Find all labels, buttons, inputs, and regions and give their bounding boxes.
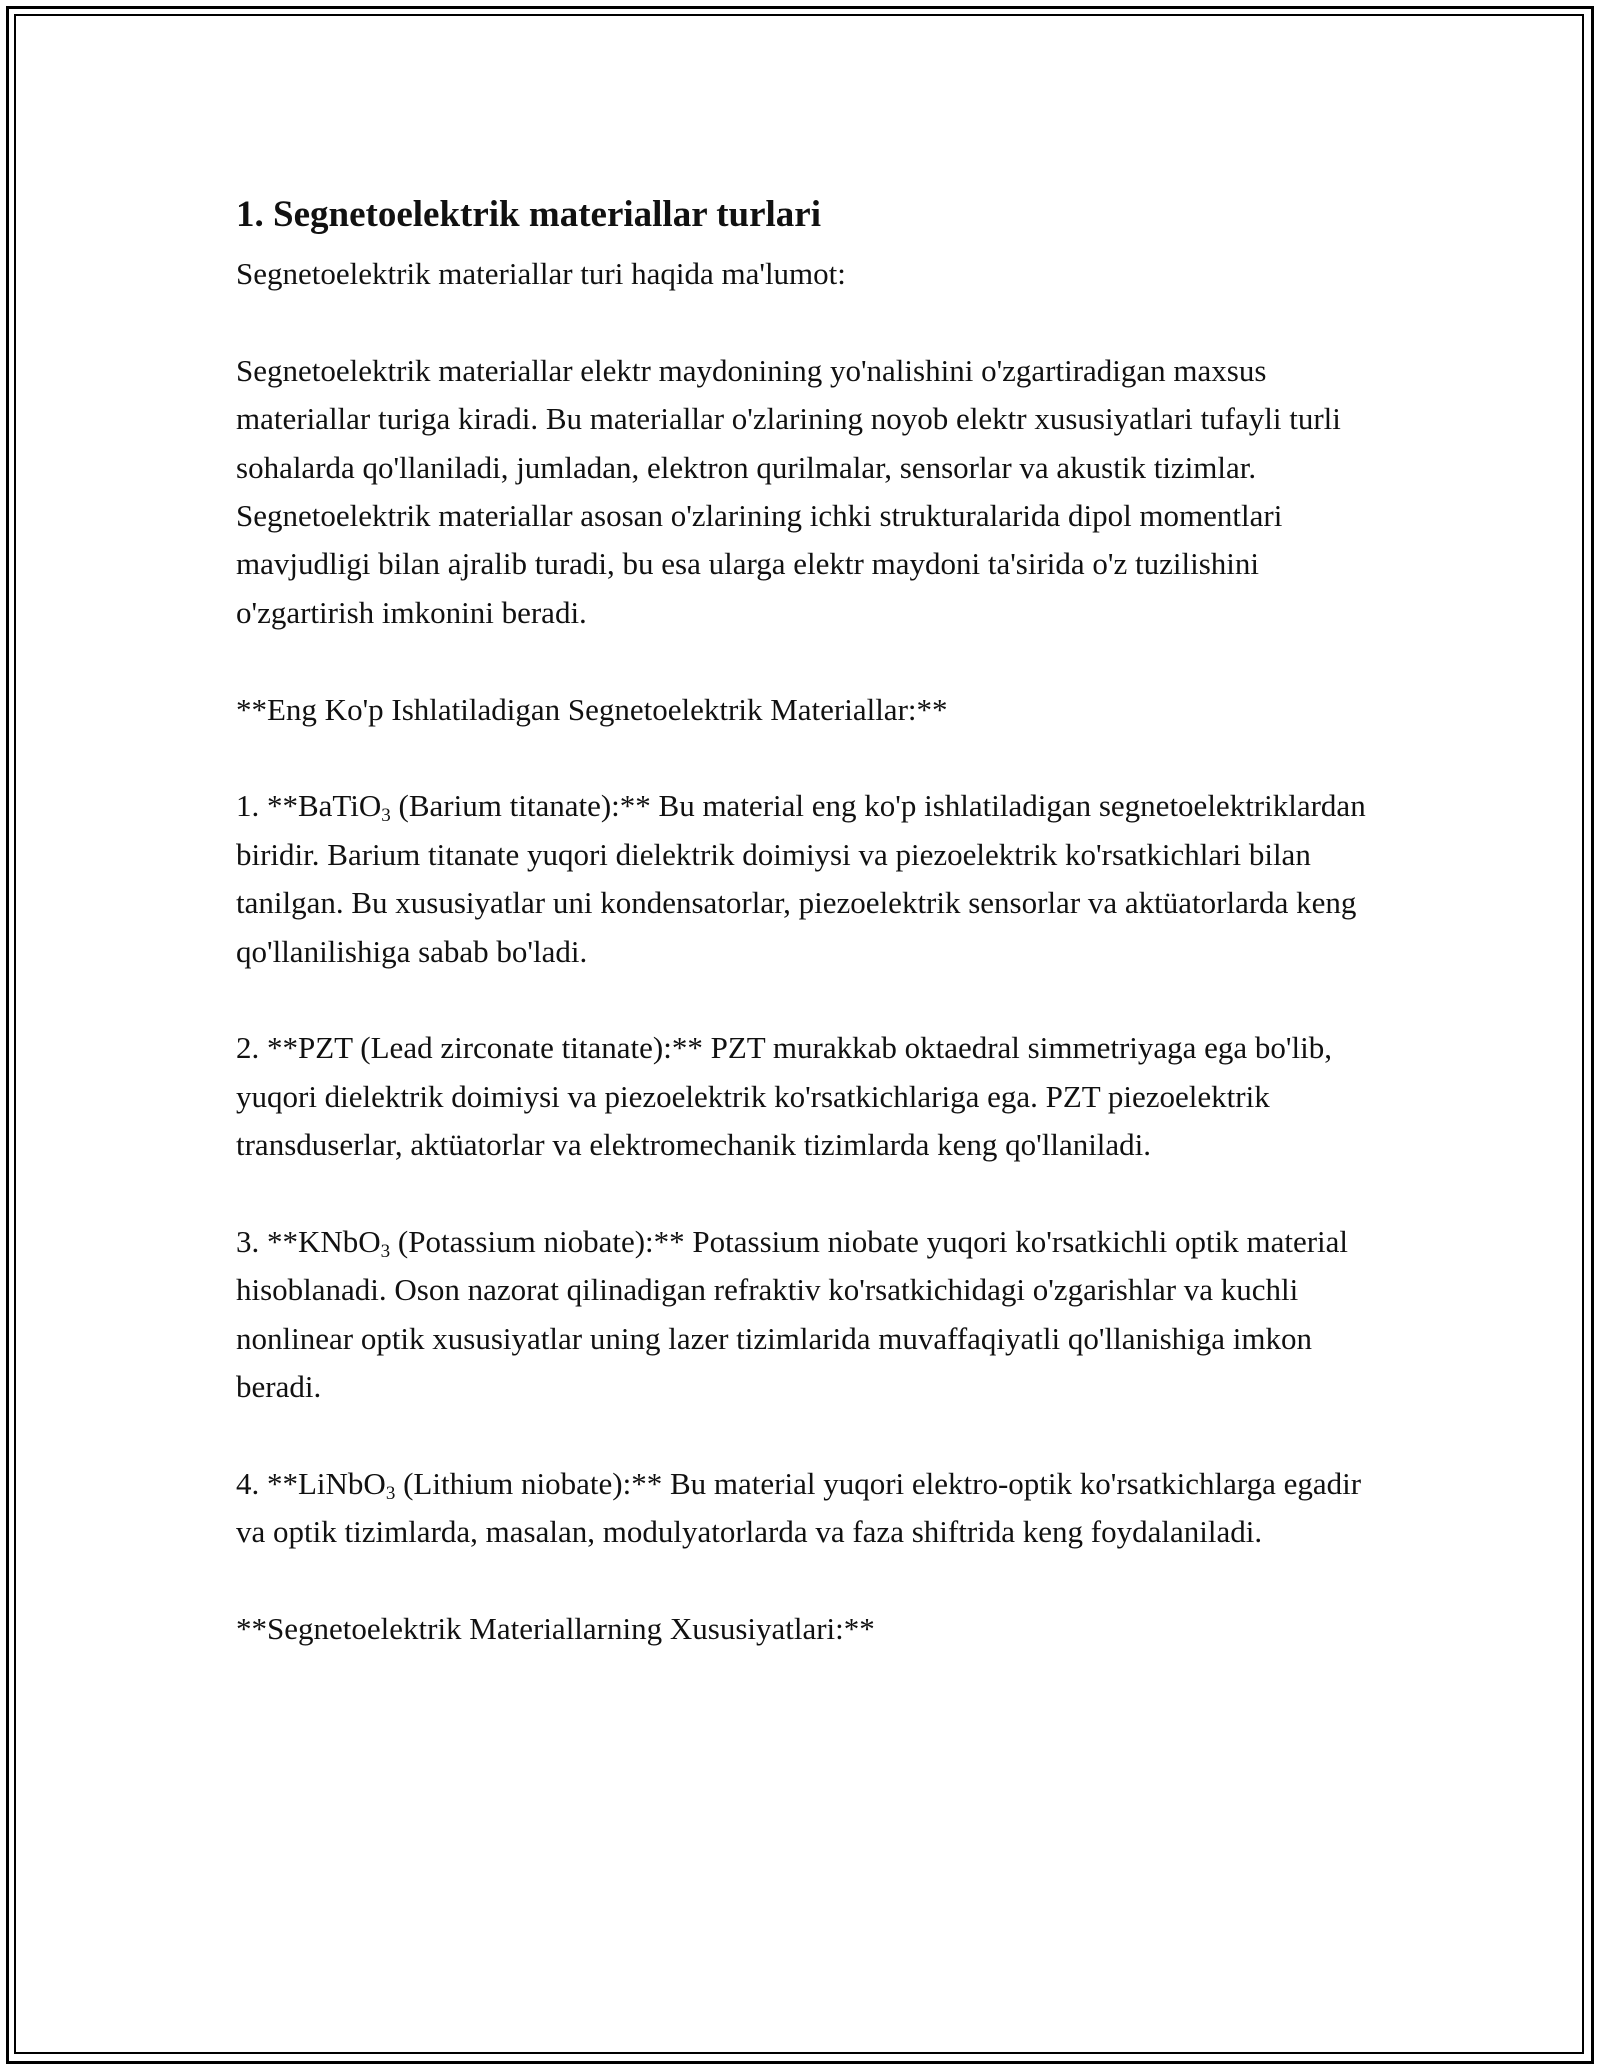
list-item-linbo3 bbox=[236, 1460, 1366, 1557]
item-prefix: 4. **LiNbO bbox=[236, 1466, 386, 1502]
item-text: (Lithium niobate):** Bu material yuqori elektro-optik ko'rsatkichlarga egadir va optik tizimlarda, masalan, modulyatorlarda va faza shiftrida keng foydalaniladi. bbox=[236, 1466, 1362, 1550]
list-item-knbo3 bbox=[236, 1218, 1366, 1412]
item-prefix: 1. **BaTiO bbox=[236, 788, 382, 824]
item-prefix: 3. **KNbO bbox=[236, 1224, 381, 1260]
item-subscript: 3 bbox=[380, 1241, 391, 1263]
properties-heading: **Segnetoelektrik Materiallarning Xususiyatlari:** bbox=[236, 1611, 875, 1647]
item-text: (Potassium niobate):** Potassium niobate yuqori ko'rsatkichli optik material hisoblanadi. Oson nazorat qilinadigan refraktiv ko'rsatkichidagi o'zgarishlar va kuchli nonlinear optik xususiyatlar uning lazer tizimlarida muvaffaqiyatli qo'llanishiga imkon beradi. bbox=[236, 1224, 1349, 1405]
document-body bbox=[236, 180, 1366, 1654]
item-prefix: 2. **PZT (Lead zirconate titanate):** PZT murakkab oktaedral simmetriyaga ega bo'lib, yuqori dielektrik doimiysi va piezoelektrik ko'rsatkichlariga ega. PZT piezoelektrik transduserlar, aktüatorlar va elektromechanik tizimlarda keng qo'llaniladi. bbox=[236, 1030, 1332, 1163]
item-subscript: 3 bbox=[385, 1483, 396, 1505]
list-item-pzt bbox=[236, 1024, 1366, 1169]
intro-line: Segnetoelektrik materiallar turi haqida ma'lumot: bbox=[236, 256, 846, 291]
description-paragraph: Segnetoelektrik materiallar elektr maydonining yo'nalishini o'zgartiradigan maxsus materiallar turiga kiradi. Bu materiallar o'zlarining noyob elektr xususiyatlari tufayli turli sohalarda qo'llaniladi, jumladan, elektron qurilmalar, sensorlar va akustik tizimlar. Segnetoelektrik materiallar asosan o'zlarining ichki strukturalarida dipol momentlari mavjudligi bilan ajralib turadi, bu esa ularga elektr maydoni ta'sirida o'z tuzilishini o'zgartirish imkonini beradi. bbox=[236, 352, 1341, 630]
item-subscript: 3 bbox=[381, 805, 391, 827]
list-item-batio3 bbox=[236, 782, 1366, 976]
section-heading: 1. Segnetoelektrik materiallar turlari bbox=[236, 194, 822, 235]
item-text: (Barium titanate):** Bu material eng ko'p ishlatiladigan segnetoelektriklardan biridir. Barium titanate yuqori dielektrik doimiysi va piezoelektrik ko'rsatkichlari bilan tanilgan. Bu xususiyatlar uni kondensatorlar, piezoelektrik sensorlar va aktüatorlarda keng qo'llanilishiga sabab bo'ladi. bbox=[236, 788, 1366, 969]
materials-heading: **Eng Ko'p Ishlatiladigan Segnetoelektrik Materiallar:** bbox=[236, 691, 948, 727]
